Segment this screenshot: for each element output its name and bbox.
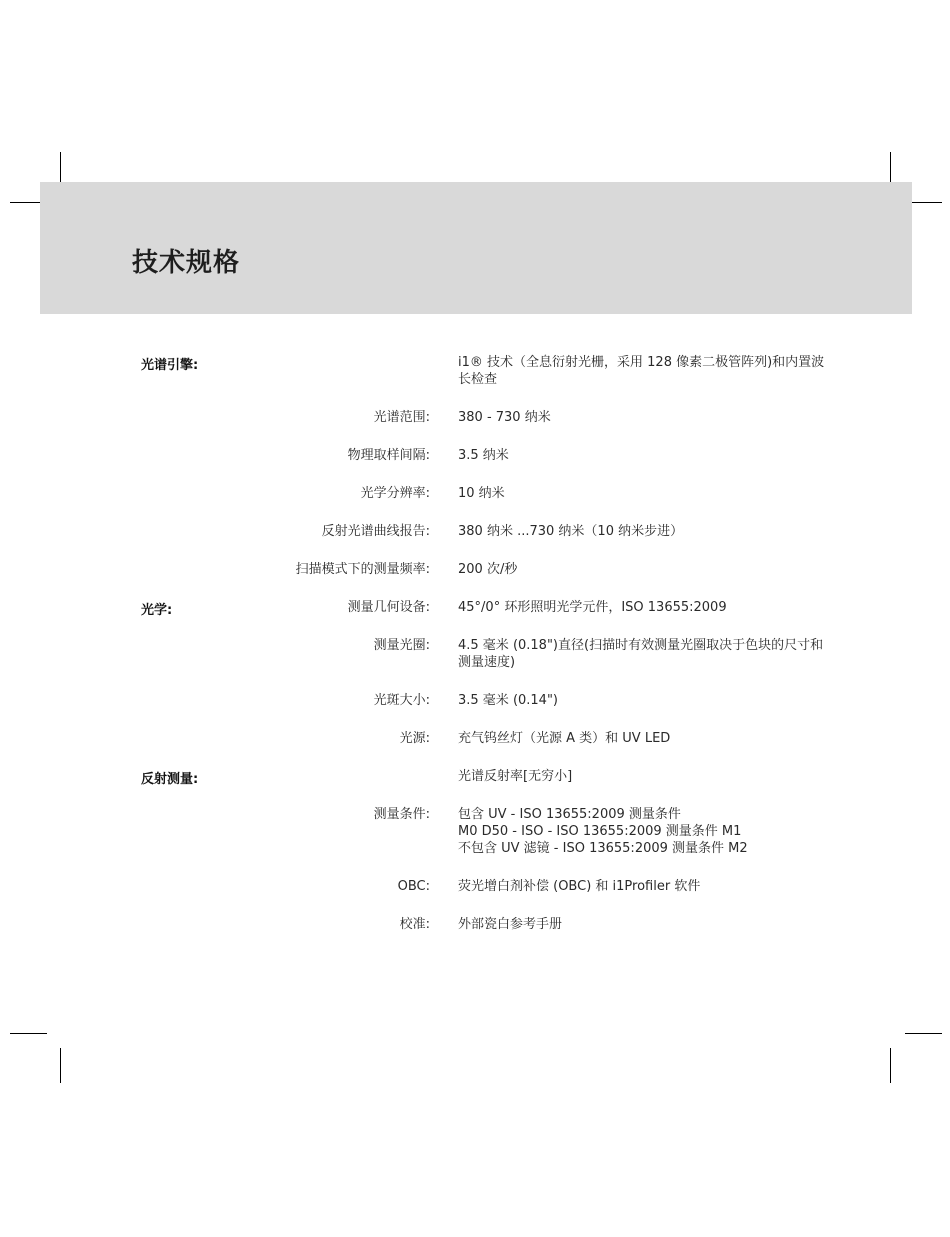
section-optics <box>0 599 950 747</box>
spec-value: 荧光增白剂补偿 (OBC) 和 i1Profiler 软件 <box>458 879 701 894</box>
spec-value: 充气钨丝灯（光源 A 类）和 UV LED <box>458 731 671 746</box>
spec-value: 3.5 纳米 <box>458 448 509 463</box>
spec-value: 外部瓷白参考手册 <box>458 917 563 932</box>
spec-label: 光斑大小: <box>373 693 430 708</box>
crop-mark-bottom-right-horizontal <box>905 1033 942 1034</box>
spec-row <box>0 523 950 540</box>
spec-row <box>0 692 950 709</box>
header-band <box>40 182 912 314</box>
spec-row <box>0 354 950 388</box>
spec-value: 45°/0° 环形照明光学元件，ISO 13655:2009 <box>458 600 727 615</box>
spec-label: 物理取样间隔: <box>347 448 430 463</box>
spec-value-line: 包含 UV - ISO 13655:2009 测量条件 <box>458 807 681 822</box>
crop-mark-bottom-left-vertical <box>60 1048 61 1083</box>
spec-label: 测量光圈: <box>373 638 430 653</box>
spec-value: 10 纳米 <box>458 486 505 501</box>
spec-value: 4.5 毫米 (0.18")直径(扫描时有效测量光圈取决于色块的尺寸和测量速度) <box>458 638 824 670</box>
crop-mark-bottom-right-vertical <box>890 1048 891 1083</box>
spec-label: 光源: <box>399 731 430 746</box>
spec-label: 测量几何设备: <box>347 600 430 615</box>
spec-label: 光谱范围: <box>373 410 430 425</box>
spec-row <box>0 599 950 616</box>
spec-label: 测量条件: <box>373 807 430 822</box>
spec-row <box>0 447 950 464</box>
section-title: 反射测量: <box>141 772 199 787</box>
spec-row <box>0 768 950 785</box>
spec-row <box>0 485 950 502</box>
section-title: 光学: <box>141 603 173 618</box>
spec-row <box>0 878 950 895</box>
spec-value-line: M0 D50 - ISO - ISO 13655:2009 测量条件 M1 <box>458 824 742 839</box>
spec-label: OBC: <box>397 879 430 894</box>
spec-label: 扫描模式下的测量频率: <box>295 562 430 577</box>
spec-value: 3.5 毫米 (0.14") <box>458 693 559 708</box>
spec-row <box>0 637 950 671</box>
section-spectral-engine <box>0 354 950 578</box>
section-reflectance-measurement <box>0 768 950 933</box>
spec-value: 光谱反射率[无穷小] <box>458 769 573 784</box>
section-title: 光谱引擎: <box>141 358 199 373</box>
spec-label: 光学分辨率: <box>360 486 430 501</box>
spec-content <box>0 354 950 954</box>
spec-value-multiline <box>458 806 826 857</box>
spec-value: 380 - 730 纳米 <box>458 410 551 425</box>
spec-row <box>0 916 950 933</box>
spec-row <box>0 730 950 747</box>
spec-value-line: 不包含 UV 滤镜 - ISO 13655:2009 测量条件 M2 <box>458 841 748 856</box>
crop-mark-bottom-left-horizontal <box>10 1033 47 1034</box>
spec-row <box>0 409 950 426</box>
spec-value: i1® 技术（全息衍射光栅，采用 128 像素二极管阵列)和内置波长检查 <box>458 355 825 387</box>
spec-row <box>0 806 950 857</box>
spec-label: 校准: <box>399 917 430 932</box>
spec-label: 反射光谱曲线报告: <box>321 524 430 539</box>
spec-row <box>0 561 950 578</box>
spec-value: 200 次/秒 <box>458 562 518 577</box>
page-title: 技术规格 <box>132 248 241 278</box>
spec-value: 380 纳米 ...730 纳米（10 纳米步进） <box>458 524 684 539</box>
